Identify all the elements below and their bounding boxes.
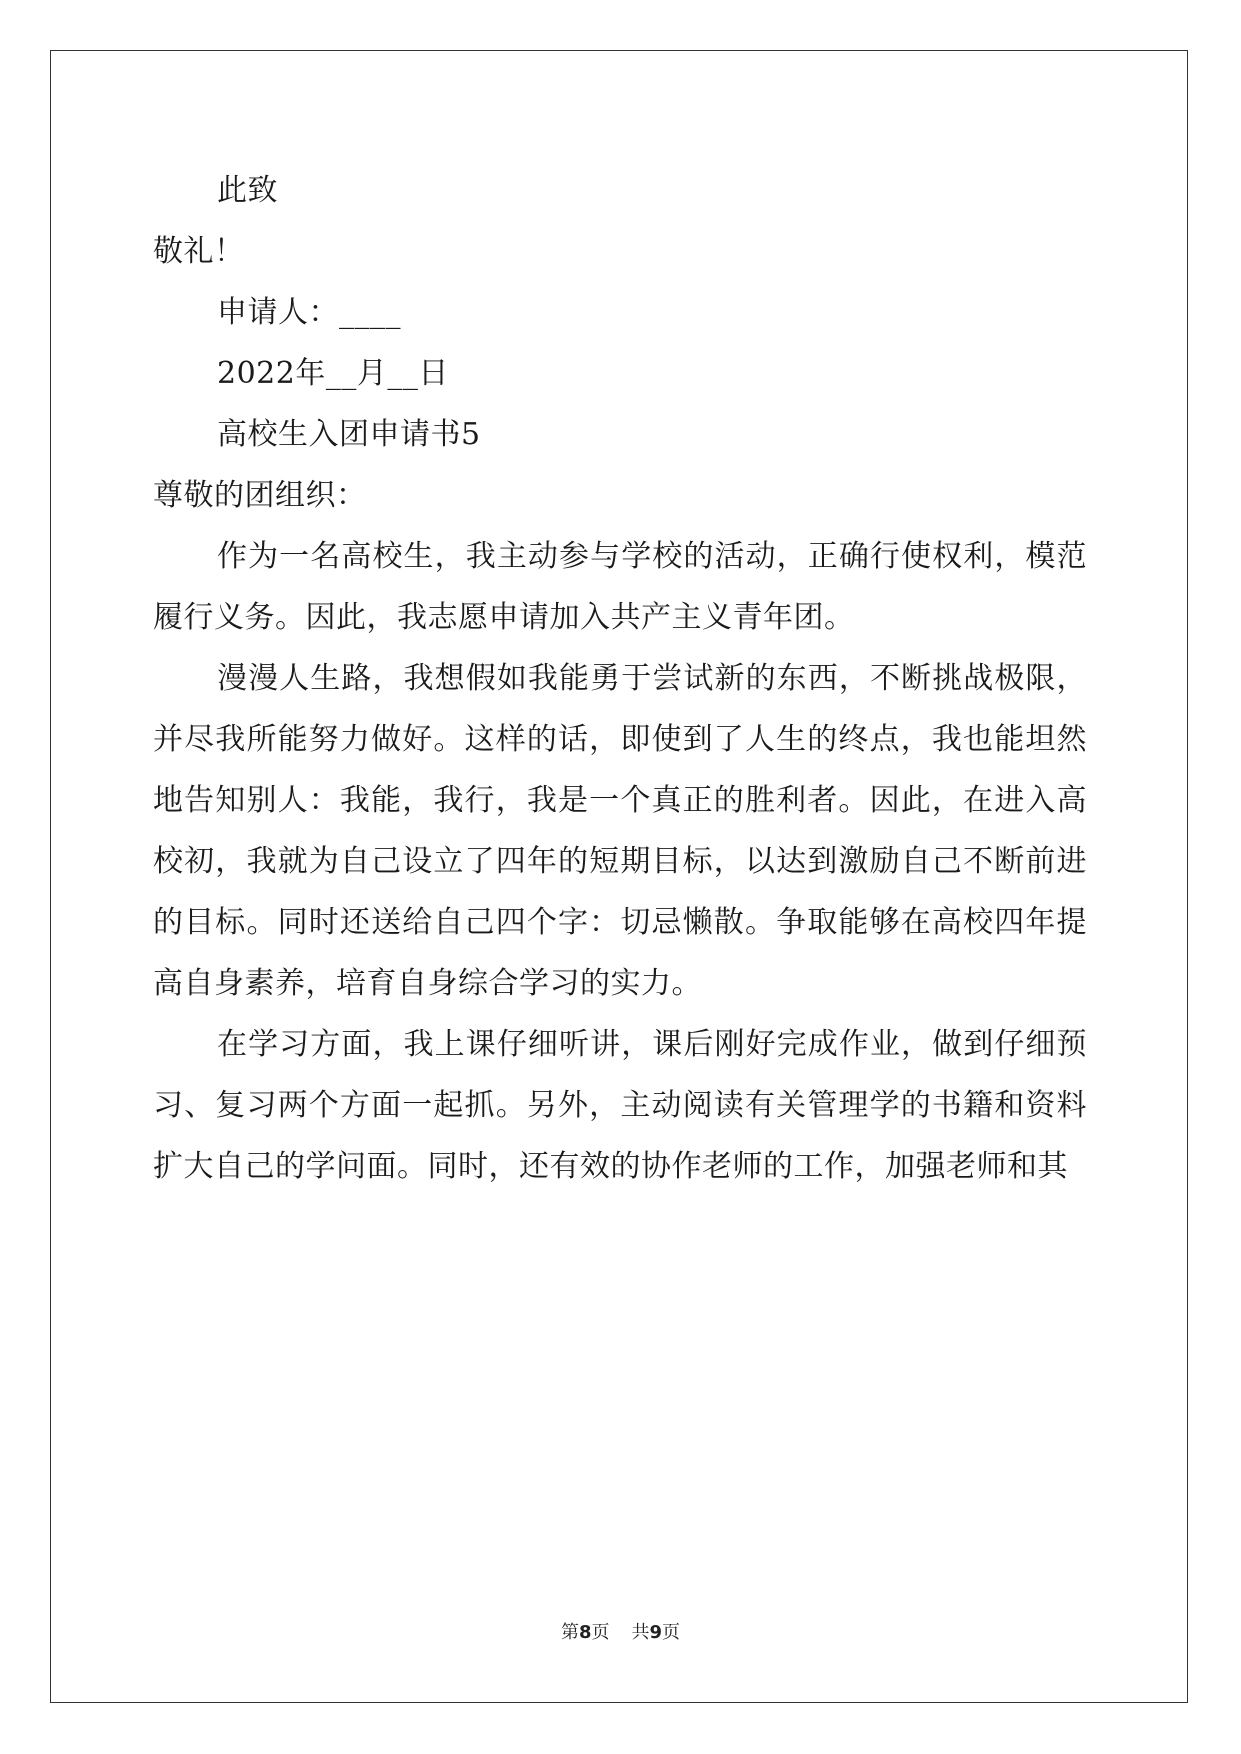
date-line: 2022年__月__日	[217, 356, 449, 391]
paragraph: 漫漫人生路，我想假如我能勇于尝试新的东西，不断挑战极限，并尽我所能努力做好。这样的话，即使到了人生的终点，我也能坦然地告知别人：我能，我行，我是一个真正的胜利者。因此，在进入高校初，我就为自己设立了四年的短期目标，以达到激励自己不断前进的目标。同时还送给自己四个字：切忌懒散。争取能够在高校四年提高自身素养，培育自身综合学习的实力。	[153, 661, 1087, 1001]
paragraph: 作为一名高校生，我主动参与学校的活动，正确行使权利，模范履行义务。因此，我志愿申请加入共产主义青年团。	[153, 539, 1087, 635]
footer-suffix: 页	[662, 1622, 681, 1643]
document-body	[153, 160, 1087, 1197]
footer-prefix: 第	[560, 1622, 579, 1643]
footer-mid: 页	[591, 1622, 610, 1643]
footer-total-prefix: 共	[631, 1622, 650, 1643]
paragraph: 在学习方面，我上课仔细听讲，课后刚好完成作业，做到仔细预习、复习两个方面一起抓。另外，主动阅读有关管理学的书籍和资料扩大自己的学问面。同时，还有效的协作老师的工作，加强老师和其	[153, 1027, 1087, 1184]
page-total: 9	[649, 1622, 663, 1643]
closing-line: 此致	[217, 173, 278, 208]
page-number: 8	[578, 1622, 592, 1643]
salute-line: 敬礼！	[153, 234, 245, 269]
greeting-line: 尊敬的团组织：	[153, 478, 367, 513]
page-footer	[0, 1618, 1241, 1644]
section-title: 高校生入团申请书5	[217, 417, 481, 452]
applicant-line: 申请人：____	[217, 295, 401, 330]
